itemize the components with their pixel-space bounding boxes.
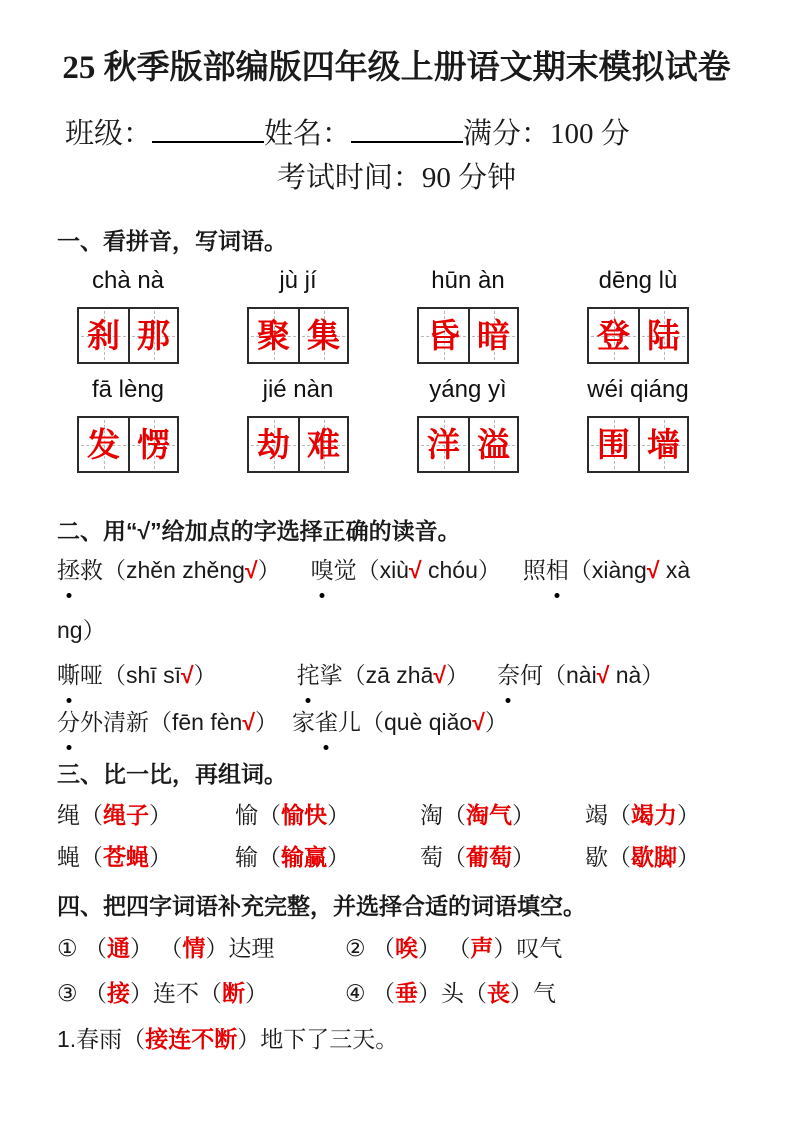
answer-char: 集 bbox=[307, 317, 340, 355]
pronunciation-line-1 bbox=[57, 552, 736, 589]
page-title: 25 秋季版部编版四年级上册语文期末模拟试卷 bbox=[62, 50, 731, 86]
pinyin-word-unit bbox=[587, 375, 689, 473]
idiom-text: ）气 bbox=[510, 979, 557, 1006]
pinyin-label: fā lèng bbox=[91, 376, 165, 404]
word-pair-item bbox=[235, 840, 420, 876]
pinyin-options: ） bbox=[257, 557, 281, 584]
check-mark: √ bbox=[180, 661, 194, 688]
student-info-line bbox=[57, 111, 736, 152]
check-mark: √ bbox=[596, 661, 610, 688]
dotted-char: 雀 bbox=[315, 704, 338, 741]
word-char: 外清新 bbox=[80, 708, 149, 735]
base-char: 蝇（ bbox=[57, 843, 103, 870]
pinyin-options: ） bbox=[254, 708, 278, 735]
idiom-text: ）叹气 bbox=[493, 935, 563, 962]
answer-char: 丧 bbox=[487, 979, 511, 1006]
dotted-char: 嘶 bbox=[57, 657, 80, 694]
compare-row-1 bbox=[57, 798, 736, 834]
answer-cell[interactable] bbox=[468, 418, 517, 471]
pinyin-options: ） bbox=[193, 661, 217, 688]
section3-heading: 三、比一比，再组词。 bbox=[57, 761, 287, 788]
answer-char: 围 bbox=[597, 426, 630, 464]
pronunciation-item bbox=[497, 662, 664, 688]
word-pair-item bbox=[235, 798, 420, 834]
pinyin-options: （fēn fèn bbox=[149, 708, 243, 735]
pronunciation-line-wrap: ng） bbox=[57, 617, 106, 644]
idiom-text: ① （ bbox=[57, 935, 108, 962]
base-char: 输（ bbox=[235, 843, 281, 870]
idiom-item bbox=[57, 930, 345, 967]
close-paren: ） bbox=[327, 843, 350, 870]
answer-char: 暗 bbox=[477, 317, 510, 355]
answer-word: 接连不断 bbox=[145, 1025, 238, 1052]
word-char: 家 bbox=[291, 708, 315, 735]
word-pair-item bbox=[57, 840, 235, 876]
dotted-char: 挓 bbox=[297, 657, 320, 694]
pinyin-word-unit bbox=[417, 266, 519, 364]
word-char: 觉 bbox=[333, 557, 357, 584]
idiom-text: ） （ bbox=[130, 935, 183, 962]
class-label: 班级： bbox=[65, 118, 153, 151]
close-paren: ） bbox=[149, 843, 172, 870]
pinyin-word-unit bbox=[77, 375, 179, 473]
answer-char: 陆 bbox=[647, 317, 680, 355]
answer-char: 聚 bbox=[257, 317, 290, 355]
word-pair-item bbox=[585, 840, 736, 876]
idiom-text: ）达理 bbox=[205, 935, 275, 962]
idiom-text: ③ （ bbox=[57, 979, 108, 1006]
pinyin-options: （zā zhā bbox=[342, 661, 434, 688]
pinyin-label: jù jí bbox=[279, 267, 317, 295]
answer-box bbox=[247, 307, 349, 364]
pronunciation-item bbox=[523, 557, 690, 583]
answer-char: 刹 bbox=[87, 317, 120, 355]
answer-char: 断 bbox=[222, 979, 246, 1006]
base-char: 愉（ bbox=[235, 801, 281, 828]
compare-row-2 bbox=[57, 840, 736, 876]
answer-char: 情 bbox=[182, 935, 206, 962]
answer-box bbox=[77, 416, 179, 473]
pinyin-word-unit bbox=[247, 266, 349, 364]
answer-char: 声 bbox=[470, 935, 494, 962]
answer-cell[interactable] bbox=[638, 309, 687, 362]
answer-char: 劫 bbox=[257, 426, 290, 464]
base-char: 绳（ bbox=[57, 801, 103, 828]
exam-time-label: 考试时间：90 分钟 bbox=[276, 162, 517, 195]
dotted-char: 奈 bbox=[497, 657, 520, 694]
word-pair-item bbox=[420, 840, 585, 876]
idiom-text: ② （ bbox=[345, 935, 396, 962]
answer-char: 那 bbox=[137, 317, 170, 355]
word-pair-item bbox=[585, 798, 736, 834]
check-mark: √ bbox=[242, 708, 255, 735]
word-pair-item bbox=[57, 798, 235, 834]
answer-word: 愉快 bbox=[281, 801, 327, 828]
check-mark: √ bbox=[646, 557, 660, 584]
pinyin-label: chà nà bbox=[91, 267, 165, 295]
answer-box bbox=[247, 416, 349, 473]
pinyin-label: yáng yì bbox=[429, 376, 507, 404]
answer-char: 垂 bbox=[395, 979, 419, 1006]
answer-cell[interactable] bbox=[419, 418, 468, 471]
answer-char: 难 bbox=[307, 426, 340, 464]
word-char: 何 bbox=[519, 661, 543, 688]
pinyin-options: （zhěn zhěng bbox=[103, 557, 245, 584]
pinyin-label: wéi qiáng bbox=[587, 376, 689, 404]
full-score-label: 满分：100 分 bbox=[463, 118, 630, 151]
answer-cell[interactable] bbox=[249, 309, 298, 362]
pinyin-options: （xiù bbox=[356, 557, 409, 584]
answer-cell[interactable] bbox=[298, 309, 347, 362]
sentence-text: ）地下了三天。 bbox=[237, 1025, 399, 1052]
idiom-item bbox=[345, 930, 736, 967]
base-char: 淘（ bbox=[420, 801, 466, 828]
answer-char: 愣 bbox=[137, 426, 170, 464]
answer-cell[interactable] bbox=[79, 418, 128, 471]
dotted-char: 嗅 bbox=[311, 552, 334, 589]
close-paren: ） bbox=[512, 843, 535, 870]
answer-box bbox=[417, 307, 519, 364]
answer-char: 登 bbox=[597, 317, 630, 355]
answer-box bbox=[587, 307, 689, 364]
pinyin-label: jié nàn bbox=[262, 376, 334, 404]
fill-in-sentence bbox=[57, 1021, 736, 1058]
idiom-text: ） （ bbox=[418, 935, 471, 962]
answer-cell[interactable] bbox=[249, 418, 298, 471]
close-paren: ） bbox=[512, 801, 535, 828]
answer-cell[interactable] bbox=[128, 418, 177, 471]
answer-cell[interactable] bbox=[468, 309, 517, 362]
answer-cell[interactable] bbox=[79, 309, 128, 362]
class-input-blank[interactable] bbox=[152, 114, 264, 143]
dotted-char: 拯 bbox=[57, 552, 80, 589]
answer-word: 竭力 bbox=[631, 801, 677, 828]
word-char: 哑 bbox=[80, 661, 103, 688]
close-paren: ） bbox=[677, 843, 700, 870]
answer-char: 接 bbox=[107, 979, 131, 1006]
word-pair-item bbox=[420, 798, 585, 834]
pinyin-options: chóu） bbox=[421, 557, 501, 584]
dotted-char: 分 bbox=[57, 704, 80, 741]
name-label: 姓名： bbox=[264, 118, 352, 151]
answer-word: 输赢 bbox=[281, 843, 327, 870]
answer-char: 墙 bbox=[647, 426, 680, 464]
check-mark: √ bbox=[433, 661, 446, 688]
idiom-row-1 bbox=[57, 930, 736, 967]
section4-heading: 四、把四字词语补充完整，并选择合适的词语填空。 bbox=[57, 893, 586, 920]
pinyin-options: ） bbox=[445, 661, 469, 688]
answer-cell[interactable] bbox=[589, 309, 638, 362]
answer-cell[interactable] bbox=[298, 418, 347, 471]
pinyin-word-unit bbox=[417, 375, 519, 473]
answer-word: 淘气 bbox=[466, 801, 512, 828]
pronunciation-item bbox=[57, 557, 281, 583]
check-mark: √ bbox=[244, 557, 258, 584]
pinyin-options: nà） bbox=[609, 661, 665, 688]
pinyin-row-2 bbox=[57, 375, 736, 473]
close-paren: ） bbox=[327, 801, 350, 828]
pinyin-label: dēng lù bbox=[598, 267, 678, 295]
section1-heading: 一、看拼音，写词语。 bbox=[57, 228, 287, 255]
answer-char: 唉 bbox=[395, 935, 419, 962]
pronunciation-item bbox=[311, 557, 501, 583]
idiom-item bbox=[57, 975, 345, 1012]
word-char: 照 bbox=[522, 557, 546, 584]
base-char: 歇（ bbox=[585, 843, 631, 870]
answer-word: 歇脚 bbox=[631, 843, 677, 870]
close-paren: ） bbox=[677, 801, 700, 828]
answer-word: 葡萄 bbox=[466, 843, 512, 870]
word-char: 挲 bbox=[319, 661, 343, 688]
answer-cell[interactable] bbox=[638, 418, 687, 471]
base-char: 竭（ bbox=[585, 801, 631, 828]
pinyin-word-unit bbox=[77, 266, 179, 364]
answer-word: 苍蝇 bbox=[103, 843, 149, 870]
answer-char: 昏 bbox=[427, 317, 460, 355]
close-paren: ） bbox=[149, 801, 172, 828]
check-mark: √ bbox=[472, 708, 485, 735]
pinyin-label: hūn àn bbox=[431, 267, 505, 295]
idiom-text: ）连不（ bbox=[130, 979, 223, 1006]
answer-cell[interactable] bbox=[589, 418, 638, 471]
pronunciation-item bbox=[57, 709, 278, 735]
idiom-text: ）头（ bbox=[418, 979, 488, 1006]
check-mark: √ bbox=[408, 557, 422, 584]
answer-word: 绳子 bbox=[103, 801, 149, 828]
base-char: 萄（ bbox=[420, 843, 466, 870]
answer-cell[interactable] bbox=[128, 309, 177, 362]
pronunciation-line-2 bbox=[57, 657, 736, 694]
section2-heading: 二、用“√”给加点的字选择正确的读音。 bbox=[57, 518, 461, 545]
pronunciation-item bbox=[297, 662, 469, 688]
idiom-text: ④ （ bbox=[345, 979, 396, 1006]
pinyin-options: （xiàng bbox=[568, 557, 647, 584]
word-char: 儿 bbox=[337, 708, 361, 735]
answer-char: 洋 bbox=[427, 426, 460, 464]
sentence-text: 1.春雨（ bbox=[57, 1025, 146, 1052]
word-char: 救 bbox=[80, 557, 103, 584]
answer-box bbox=[417, 416, 519, 473]
pinyin-row-1 bbox=[57, 266, 736, 364]
answer-box bbox=[77, 307, 179, 364]
idiom-item bbox=[345, 975, 736, 1012]
pinyin-options: （nài bbox=[542, 661, 597, 688]
name-input-blank[interactable] bbox=[351, 114, 463, 143]
answer-char: 通 bbox=[107, 935, 131, 962]
pinyin-word-unit bbox=[247, 375, 349, 473]
pinyin-options: xà bbox=[659, 557, 691, 584]
dotted-char: 相 bbox=[546, 552, 569, 589]
pronunciation-item bbox=[292, 709, 508, 735]
pinyin-word-unit bbox=[587, 266, 689, 364]
pinyin-options: （què qiǎo bbox=[360, 708, 473, 735]
pronunciation-item bbox=[57, 662, 217, 688]
idiom-row-2 bbox=[57, 975, 736, 1012]
pinyin-options: ） bbox=[484, 708, 508, 735]
answer-box bbox=[587, 416, 689, 473]
exam-time-line bbox=[57, 155, 736, 196]
pronunciation-line-3 bbox=[57, 704, 736, 741]
answer-char: 溢 bbox=[477, 426, 510, 464]
pinyin-options: （shī sī bbox=[103, 661, 181, 688]
idiom-text: ） bbox=[245, 979, 269, 1006]
answer-char: 发 bbox=[87, 426, 120, 464]
answer-cell[interactable] bbox=[419, 309, 468, 362]
